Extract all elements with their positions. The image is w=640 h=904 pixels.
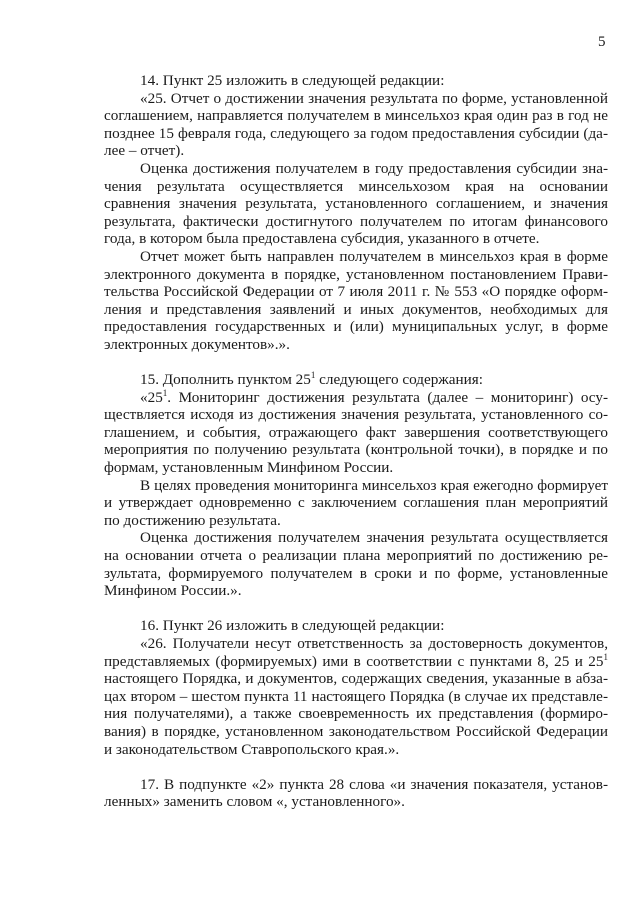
- item-15-paragraph-3: Оценка достижения получателем значения результата осуществляется на основании отчета о реализации плана мероприятий по достижению результата, формируемого получателем в сроки и по форме, установленные Минфином России.».: [104, 529, 608, 600]
- superscript: 1: [162, 387, 168, 398]
- item-16-paragraph-rest: настоящего Порядка, и документов, содержащих сведения, указанные в абзацах втором – шестом пункта 11 настоящего Порядка (в случае их представления получателями), а также своевременность их представления (формирования) в порядке, установленном законодательством Российской Федерации и законодательством Ставропольского края.».: [104, 670, 608, 758]
- document-body: [104, 72, 608, 811]
- superscript: 1: [603, 651, 608, 662]
- item-15-paragraph-2: В целях проведения мониторинга минсельхоз края ежегодно формирует и утверждает одновременно с заключением соглашения план мероприятий по достижению результата.: [104, 476, 608, 529]
- item-16-heading: 16. Пункт 26 изложить в следующей редакции:: [140, 617, 445, 635]
- item-15-paragraph-1-rest: . Мониторинг достижения результата (далее – мониторинг) осуществляется исходя из достижения значения результата, установленного соглашением, и события, отражающего факт завершения соответствующего мероприятия по получению результата (контрольной точки), в порядке и по формам, установленным Минфином России.: [104, 388, 608, 477]
- item-15-heading: [104, 371, 608, 389]
- item-15-paragraph-1: [104, 389, 608, 477]
- item-15-heading-text: 15. Дополнить пунктом 25: [140, 371, 311, 389]
- item-15-paragraph-1-start: «25: [140, 388, 163, 406]
- item-14-paragraph-1: «25. Отчет о достижении значения результата по форме, установленной соглашением, направляется получателем в минсельхоз края один раз в год не позднее 15 февраля года, следующего за годом предоставления субсидии (далее – отчет).: [104, 89, 608, 160]
- item-17-paragraph: 17. В подпункте «2» пункта 28 слова «и значения показателя, установленных» заменить словом «, установленного».: [104, 775, 608, 811]
- item-14-heading: 14. Пункт 25 изложить в следующей редакции:: [140, 72, 445, 89]
- item-14-paragraph-3: Отчет может быть направлен получателем в минсельхоз края в форме электронного документа в порядке, установленном постановлением Правительства Российской Федерации от 7 июля 2011 г. № 553 «О порядке оформления и представления заявлений и иных документов, необходимых для предоставления государственных и (или) муниципальных услуг, в форме электронных документов».».: [104, 247, 608, 353]
- item-16-paragraph-start: «26. Получатели несут ответственность за достоверность документов, представляемых (формируемых) ими в соответствии с пунктами 8, 25 и 25: [104, 635, 608, 670]
- item-14-paragraph-2: Оценка достижения получателем в году предоставления субсидии значения результата осуществляется минсельхозом края на основании сравнения значения результата, установленного соглашением, и значения результата, фактически достигнутого получателем по итогам финансового года, в котором была предоставлена субсидия, указанного в отчете.: [104, 159, 608, 248]
- item-16-paragraph: [104, 635, 608, 758]
- item-15-heading-text-end: следующего содержания:: [315, 371, 483, 389]
- page-number: 5: [598, 34, 606, 50]
- superscript: 1: [310, 370, 316, 381]
